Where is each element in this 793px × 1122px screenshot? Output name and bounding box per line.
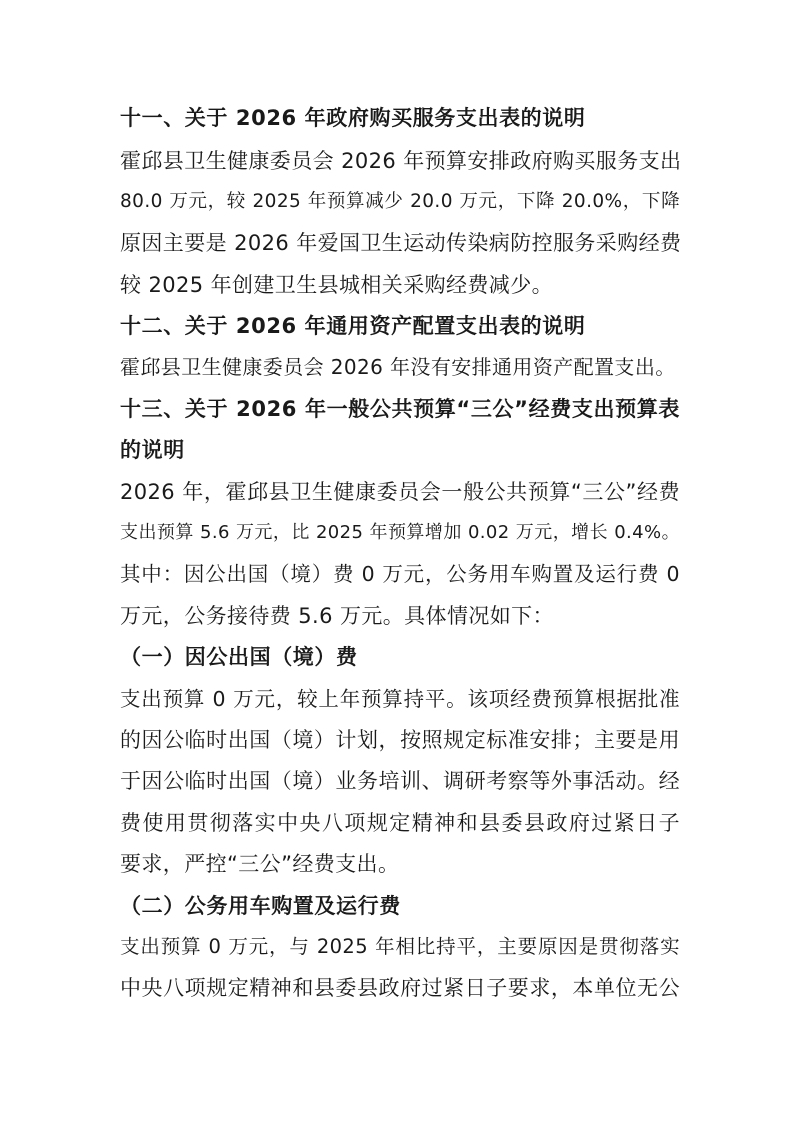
subsection-2-line-1: 支出预算 0 万元，与 2025 年相比持平，主要原因是贯彻落实 bbox=[120, 935, 680, 958]
section-11-line-1: 霍邱县卫生健康委员会 2026 年预算安排政府购买服务支出 bbox=[120, 149, 682, 173]
section-13-line-2: 支出预算 5.6 万元，比 2025 年预算增加 0.02 万元，增长 0.4%。 bbox=[120, 522, 680, 543]
section-11-heading: 十一、关于 2026 年政府购买服务支出表的说明 bbox=[120, 106, 586, 130]
subsection-1-line-5: 要求，严控“三公”经费支出。 bbox=[120, 852, 400, 876]
section-13-line-4: 万元，公务接待费 5.6 万元。具体情况如下： bbox=[120, 604, 554, 628]
subsection-2-heading: （二）公务用车购置及运行费 bbox=[120, 894, 401, 918]
section-11-line-3: 原因主要是 2026 年爱国卫生运动传染病防控服务采购经费 bbox=[120, 231, 682, 255]
section-11-line-2: 80.0 万元，较 2025 年预算减少 20.0 万元，下降 20.0%，下降 bbox=[120, 191, 680, 212]
subsection-1-line-2: 的因公临时出国（境）计划，按照规定标准安排；主要是用 bbox=[120, 728, 680, 752]
subsection-1-line-4: 费使用贯彻落实中央八项规定精神和县委县政府过紧日子 bbox=[120, 811, 680, 835]
section-12-line-1: 霍邱县卫生健康委员会 2026 年没有安排通用资产配置支出。 bbox=[120, 355, 676, 379]
subsection-1-line-1: 支出预算 0 万元，较上年预算持平。该项经费预算根据批准 bbox=[120, 687, 680, 711]
section-13-heading-line-2: 的说明 bbox=[120, 438, 185, 462]
subsection-1-line-3: 于因公临时出国（境）业务培训、调研考察等外事活动。经 bbox=[120, 769, 680, 793]
section-13-line-1: 2026 年，霍邱县卫生健康委员会一般公共预算“三公”经费 bbox=[120, 480, 680, 504]
section-13-line-3: 其中：因公出国（境）费 0 万元，公务用车购置及运行费 0 bbox=[120, 562, 680, 586]
section-13-heading-line-1: 十三、关于 2026 年一般公共预算“三公”经费支出预算表 bbox=[120, 397, 680, 421]
section-11-line-4: 较 2025 年创建卫生县城相关采购经费减少。 bbox=[120, 273, 553, 297]
section-12-heading: 十二、关于 2026 年通用资产配置支出表的说明 bbox=[120, 314, 586, 338]
subsection-1-heading: （一）因公出国（境）费 bbox=[120, 645, 358, 669]
subsection-2-line-2: 中央八项规定精神和县委县政府过紧日子要求，本单位无公 bbox=[120, 976, 680, 1000]
